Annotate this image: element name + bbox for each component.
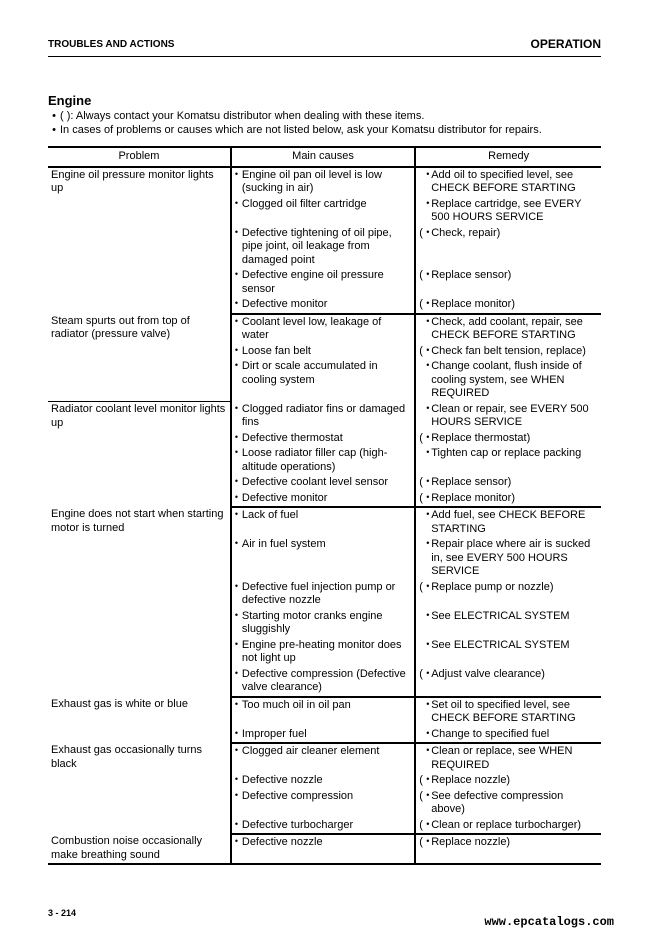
cause-text: Defective compression (Defective valve clearance) <box>241 667 406 693</box>
cause-cell <box>231 314 415 344</box>
problem-cell: Steam spurts out from top of radiator (pressure valve) <box>51 314 190 340</box>
bullet-marker: • <box>426 638 430 649</box>
bullet-marker: • <box>426 315 430 326</box>
bullet-marker: • <box>426 226 430 237</box>
remedy-text: Replace pump or nozzle) <box>431 580 554 593</box>
bullet-marker: • <box>426 789 430 800</box>
remedy-cell <box>415 638 601 667</box>
remedy-cell <box>415 537 601 580</box>
cause-text: Clogged oil filter cartridge <box>241 197 367 210</box>
bullet-marker: • <box>426 580 430 591</box>
remedy-cell <box>415 727 601 744</box>
cause-cell <box>231 491 415 508</box>
notes-list <box>48 109 542 137</box>
remedy-text: Change to specified fuel <box>431 727 550 740</box>
cause-cell <box>231 609 415 638</box>
paren-open: ( <box>419 431 423 444</box>
bullet-marker: • <box>426 298 430 308</box>
paren-open: ( <box>419 774 423 786</box>
note-text: ( ): Always contact your Komatsu distributor when dealing with these items. <box>60 110 425 122</box>
bullet-marker: • <box>234 447 239 457</box>
cause-text: Engine oil pan oil level is low (sucking in air) <box>241 168 382 194</box>
cause-text: Starting motor cranks engine sluggishly <box>241 609 383 635</box>
bullet-marker: • <box>426 360 430 370</box>
cause-text: Coolant level low, leakage of water <box>241 315 382 341</box>
bullet-marker: • <box>234 402 239 413</box>
remedy-cell <box>415 402 601 431</box>
bullet-marker: • <box>234 638 239 649</box>
remedy-cell <box>415 743 601 773</box>
bullet-marker: • <box>234 168 239 179</box>
section-title: Engine <box>48 93 92 108</box>
column-header-main-causes: Main causes <box>231 147 415 167</box>
remedy-text: See defective compression above) <box>431 789 564 815</box>
cause-text: Defective monitor <box>241 298 328 310</box>
cause-cell <box>231 638 415 667</box>
table-row <box>48 697 601 727</box>
cause-text: Too much oil in oil pan <box>241 698 351 711</box>
remedy-cell <box>415 507 601 537</box>
paren-open: ( <box>419 491 423 504</box>
column-header-problem: Problem <box>48 147 231 167</box>
remedy-text: Check, add coolant, repair, see CHECK BEFORE STARTING <box>431 315 583 341</box>
bullet-marker: • <box>234 698 239 709</box>
remedy-cell <box>415 697 601 727</box>
bullet-marker: • <box>234 509 239 519</box>
bullet-marker: • <box>234 774 239 784</box>
paren-open: ( <box>419 818 423 831</box>
cause-text: Lack of fuel <box>241 509 299 521</box>
watermark-site: www.epcatalogs.com <box>484 915 614 929</box>
bullet-marker: • <box>426 447 430 457</box>
problem-cell: Radiator coolant level monitor lights up <box>48 402 231 508</box>
cause-cell <box>231 475 415 491</box>
remedy-text: Check fan belt tension, replace) <box>431 344 586 357</box>
cause-cell <box>231 268 415 297</box>
cause-cell <box>231 167 415 197</box>
remedy-cell <box>415 197 601 226</box>
problem-cell: Combustion noise occasionally make breathing sound <box>48 834 231 864</box>
remedy-text: Tighten cap or replace packing <box>431 447 582 459</box>
table-body <box>48 167 601 865</box>
remedy-text: Replace monitor) <box>431 491 515 504</box>
cause-cell <box>231 818 415 835</box>
remedy-text: Replace thermostat) <box>431 431 531 444</box>
remedy-text: Add fuel, see CHECK BEFORE STARTING <box>431 509 586 535</box>
bullet-marker: • <box>426 431 430 442</box>
bullet-marker: • <box>426 727 430 738</box>
bullet-marker: • <box>234 476 239 486</box>
bullet-marker: • <box>426 509 430 519</box>
header-chapter-label: OPERATION <box>530 37 601 51</box>
bullet-marker: • <box>234 197 239 208</box>
bullet-marker: • <box>426 818 430 829</box>
remedy-text: Replace nozzle) <box>431 774 511 786</box>
bullet-marker: • <box>426 609 430 620</box>
bullet-marker: • <box>234 226 239 237</box>
remedy-text: Check, repair) <box>431 226 501 239</box>
bullet-marker: • <box>426 745 430 755</box>
cause-text: Clogged radiator fins or damaged fins <box>241 402 406 428</box>
cause-text: Defective turbocharger <box>241 818 354 831</box>
cause-cell <box>231 773 415 789</box>
bullet-marker: • <box>426 402 430 413</box>
cause-cell <box>231 580 415 609</box>
remedy-text: See ELECTRICAL SYSTEM <box>431 638 570 651</box>
paren-open: ( <box>419 580 423 593</box>
bullet-marker: • <box>234 298 239 308</box>
note-text: In cases of problems or causes which are not listed below, ask your Komatsu distributor for repairs. <box>60 124 542 136</box>
bullet-marker: • <box>426 269 430 279</box>
cause-text: Defective tightening of oil pipe, pipe joint, oil leakage from damaged point <box>241 226 392 266</box>
cause-cell <box>231 834 415 864</box>
problem-cell: Exhaust gas occasionally turns black <box>51 744 203 770</box>
bullet-marker: • <box>234 538 239 548</box>
remedy-cell <box>415 580 601 609</box>
remedy-cell <box>415 475 601 491</box>
cause-text: Air in fuel system <box>241 538 326 550</box>
table-row <box>48 743 601 773</box>
problem-cell: Exhaust gas is white or blue <box>51 697 188 710</box>
paren-open: ( <box>419 269 423 281</box>
bullet-marker: • <box>426 168 430 179</box>
cause-cell <box>231 359 415 402</box>
remedy-text: Change coolant, flush inside of cooling system, see WHEN REQUIRED <box>431 360 582 399</box>
problem-cell: Engine does not start when starting motor is turned <box>51 508 224 534</box>
cause-cell <box>231 537 415 580</box>
remedy-cell <box>415 226 601 269</box>
paren-open: ( <box>419 226 423 239</box>
cause-cell <box>231 446 415 475</box>
remedy-cell <box>415 667 601 697</box>
remedy-text: See ELECTRICAL SYSTEM <box>431 609 570 622</box>
bullet-marker: • <box>426 667 430 678</box>
cause-text: Defective engine oil pressure sensor <box>241 269 384 295</box>
cause-text: Defective nozzle <box>241 836 323 848</box>
remedy-text: Adjust valve clearance) <box>431 667 545 680</box>
bullet-marker: • <box>426 774 430 784</box>
cause-text: Defective nozzle <box>241 774 323 786</box>
bullet-marker: • <box>234 818 239 829</box>
bullet-marker: • <box>234 789 239 800</box>
cause-text: Defective compression <box>241 789 354 802</box>
bullet-marker: • <box>426 344 430 355</box>
cause-cell <box>231 344 415 360</box>
remedy-cell <box>415 834 601 864</box>
paren-open: ( <box>419 667 423 680</box>
remedy-cell <box>415 491 601 508</box>
bullet-marker: • <box>234 580 239 591</box>
remedy-cell <box>415 344 601 360</box>
bullet-marker: • <box>234 431 239 442</box>
remedy-text: Clean or replace, see WHEN REQUIRED <box>431 745 573 771</box>
cause-text: Engine pre-heating monitor does not light up <box>241 638 402 664</box>
header-rule <box>48 56 601 57</box>
remedy-cell <box>415 446 601 475</box>
bullet-marker: • <box>234 269 239 279</box>
remedy-text: Replace sensor) <box>431 269 512 281</box>
troubleshooting-table <box>48 146 601 865</box>
cause-cell <box>231 697 415 727</box>
page-number: 3 - 214 <box>48 908 77 918</box>
cause-cell <box>231 402 415 431</box>
bullet-marker: • <box>234 315 239 326</box>
cause-text: Loose radiator filler cap (high-altitude operations) <box>241 447 388 473</box>
bullet-marker: • <box>234 727 239 738</box>
bullet-marker: • <box>234 360 239 370</box>
cause-cell <box>231 507 415 537</box>
column-header-remedy: Remedy <box>415 147 601 167</box>
cause-cell <box>231 743 415 773</box>
table-row <box>48 402 601 431</box>
cause-text: Defective fuel injection pump or defective nozzle <box>241 580 396 606</box>
paren-open: ( <box>419 344 423 357</box>
cause-cell <box>231 226 415 269</box>
remedy-text: Replace monitor) <box>431 298 515 310</box>
bullet-marker: • <box>234 491 239 502</box>
remedy-text: Add oil to specified level, see CHECK BEFORE STARTING <box>431 168 576 194</box>
bullet-marker: • <box>234 344 239 355</box>
remedy-text: Replace nozzle) <box>431 836 511 848</box>
remedy-text: Set oil to specified level, see CHECK BEFORE STARTING <box>431 698 576 724</box>
problem-cell: Engine oil pressure monitor lights up <box>51 168 214 194</box>
paren-open: ( <box>419 836 423 848</box>
table-row <box>48 314 601 344</box>
remedy-cell <box>415 773 601 789</box>
bullet-marker: • <box>234 609 239 620</box>
remedy-cell <box>415 818 601 835</box>
cause-text: Improper fuel <box>241 727 307 740</box>
bullet-marker: • <box>426 491 430 502</box>
cause-text: Defective coolant level sensor <box>241 476 389 488</box>
remedy-cell <box>415 609 601 638</box>
paren-open: ( <box>419 789 423 802</box>
remedy-text: Clean or repair, see EVERY 500 HOURS SERVICE <box>431 402 589 428</box>
table-header-row <box>48 147 601 167</box>
cause-cell <box>231 667 415 697</box>
cause-text: Loose fan belt <box>241 344 311 357</box>
cause-cell <box>231 197 415 226</box>
remedy-cell <box>415 789 601 818</box>
table-row <box>48 167 601 197</box>
table-row <box>48 507 601 537</box>
cause-text: Dirt or scale accumulated in cooling system <box>241 360 378 386</box>
note-item: • ( ): Always contact your Komatsu distributor when dealing with these items. <box>52 110 425 122</box>
bullet-marker: • <box>426 538 430 548</box>
bullet-marker: • <box>234 667 239 678</box>
paren-open: ( <box>419 476 423 488</box>
bullet-marker: • <box>426 836 430 846</box>
note-item: • In cases of problems or causes which are not listed below, ask your Komatsu distributor for repairs. <box>52 124 542 136</box>
remedy-cell <box>415 297 601 314</box>
bullet-marker: • <box>426 476 430 486</box>
cause-text: Clogged air cleaner element <box>241 745 380 757</box>
bullet-marker: • <box>234 745 239 755</box>
cause-cell <box>231 431 415 447</box>
remedy-text: Replace sensor) <box>431 476 512 488</box>
remedy-cell <box>415 167 601 197</box>
remedy-cell <box>415 314 601 344</box>
remedy-text: Clean or replace turbocharger) <box>431 818 582 831</box>
header-section-label: TROUBLES AND ACTIONS <box>48 39 175 50</box>
cause-text: Defective monitor <box>241 491 328 504</box>
remedy-text: Replace cartridge, see EVERY 500 HOURS SERVICE <box>431 197 582 223</box>
remedy-cell <box>415 431 601 447</box>
paren-open: ( <box>419 298 423 310</box>
bullet-marker: • <box>426 197 430 208</box>
bullet-marker: • <box>234 836 239 846</box>
bullet-marker: • <box>426 698 430 709</box>
remedy-text: Repair place where air is sucked in, see EVERY 500 HOURS SERVICE <box>431 538 591 577</box>
remedy-cell <box>415 359 601 402</box>
cause-cell <box>231 297 415 314</box>
cause-cell <box>231 727 415 744</box>
remedy-cell <box>415 268 601 297</box>
cause-cell <box>231 789 415 818</box>
table-row <box>48 834 601 864</box>
cause-text: Defective thermostat <box>241 431 343 444</box>
